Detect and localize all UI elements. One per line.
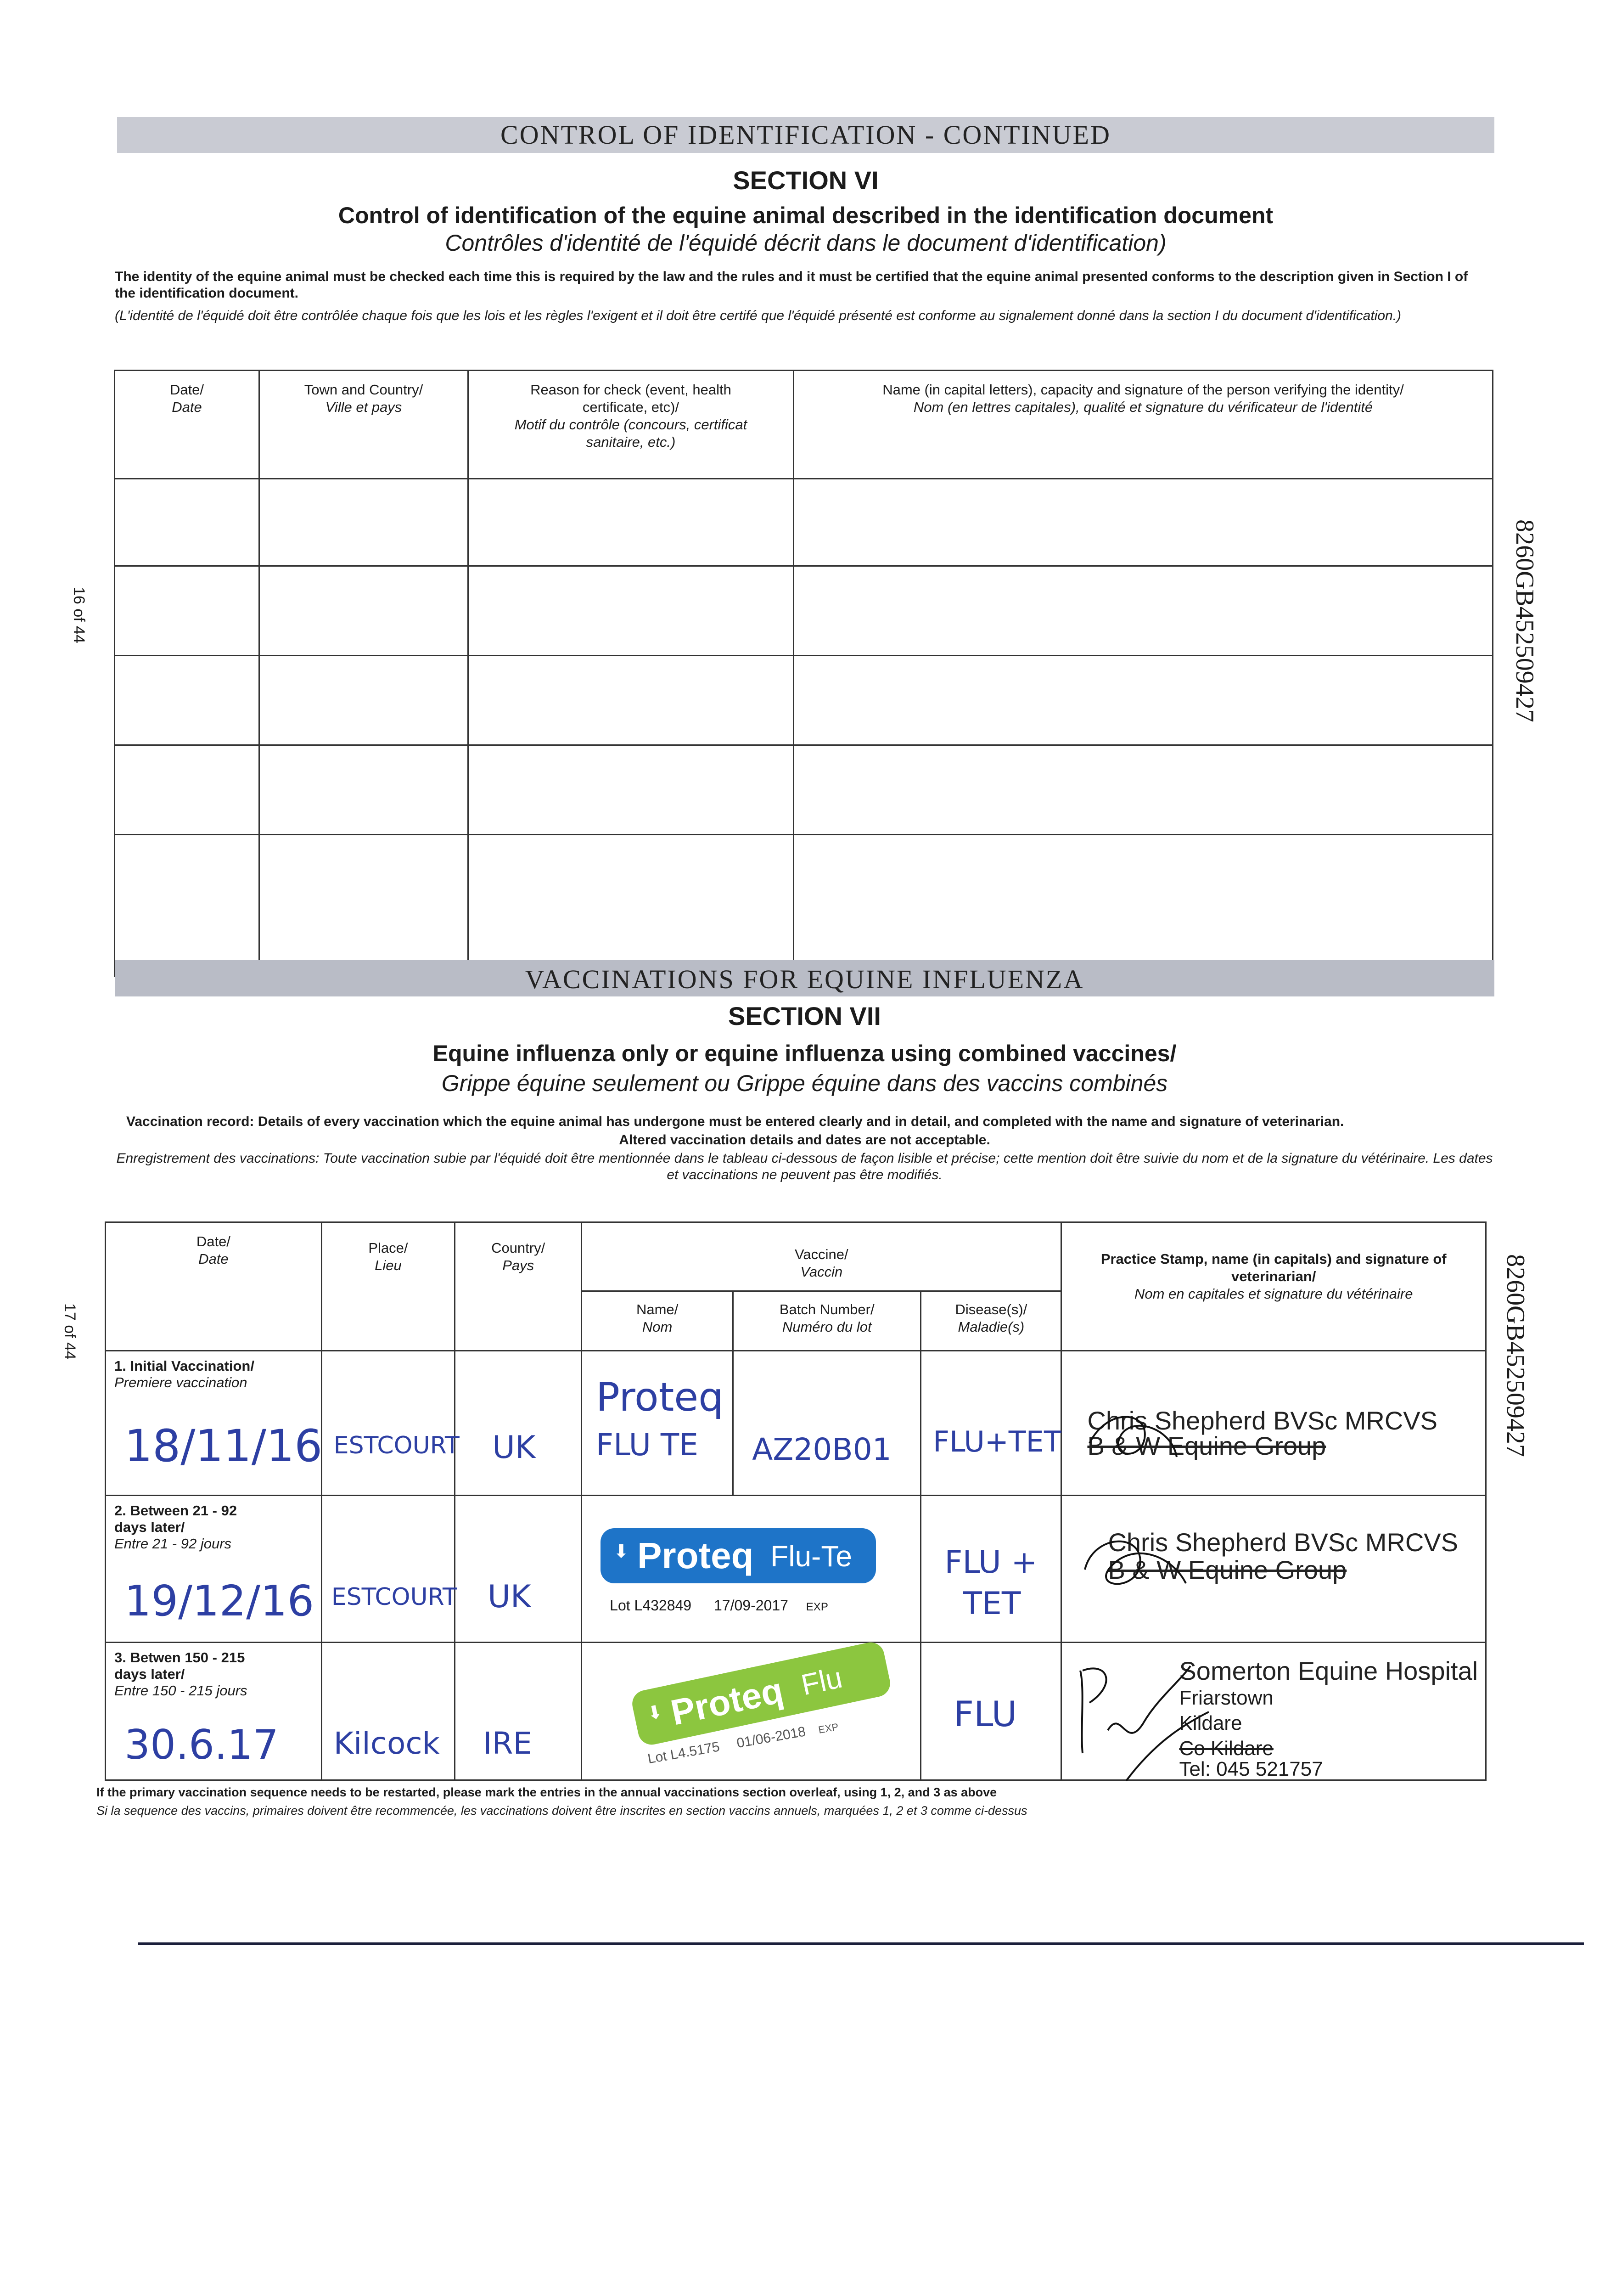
col-date-header: Date/ Date — [115, 371, 259, 479]
row2-place: ESTCOURT — [331, 1583, 457, 1611]
row1-stamp-practice: B & W Equine Group — [1087, 1431, 1326, 1460]
table-cell — [468, 656, 794, 745]
row2-sticker-product: Flu-Te — [770, 1540, 852, 1573]
section6-intro-fr: (L'identité de l'équidé doit être contrôlée chaque fois que les lois et les règles l'exigent et il doit être certifé que l'équidé présenté est conforme au signalement donné dans la section I du document d'identification.) — [115, 308, 1402, 323]
row2-place-cell — [321, 1496, 455, 1643]
vacc-place-header: Place/ Lieu — [321, 1222, 455, 1351]
row1-name-cell — [582, 1351, 733, 1496]
row2-stamp-cell — [1061, 1496, 1486, 1643]
row2-disease-line1: FLU + — [944, 1544, 1038, 1581]
row3-sticker-product: Flu — [798, 1660, 845, 1702]
table-cell — [794, 745, 1493, 835]
table-cell — [794, 835, 1493, 977]
table-cell — [115, 566, 259, 656]
row3-stamp-county: Co Kildare — [1179, 1737, 1274, 1760]
row2-disease-cell — [921, 1496, 1061, 1643]
row3-stamp-town: Friarstown — [1179, 1687, 1274, 1709]
row1-stamp-cell — [1061, 1351, 1486, 1496]
section7-record-en: Vaccination record: Details of every vaccination which the equine animal has undergone must be entered clearly and in detail, and completed with the name and signature of veterinarian. — [126, 1114, 1344, 1129]
table-cell — [259, 656, 468, 745]
table-cell — [115, 656, 259, 745]
section7-record-fr: Enregistrement des vaccinations: Toute vaccination subie par l'équidé doit être mentionnée dans le tableau ci-dessous de façon lisible et précise; cette mention doit être suivie du nom et de la signature du vétérinaire. Les dates et vaccinations ne peuvent pas être modifiés. — [116, 1151, 1493, 1182]
row3-stamp-cell — [1061, 1643, 1486, 1780]
row1-stamp-name: Chris Shepherd BVSc MRCVS — [1087, 1406, 1437, 1435]
row3-sticker-cell — [582, 1643, 921, 1780]
vaccination-banner-title: VACCINATIONS FOR EQUINE INFLUENZA — [525, 964, 1084, 994]
row1-signature — [1080, 1402, 1190, 1475]
row1-place: ESTCOURT — [333, 1432, 460, 1459]
row2-sticker-arrow-icon: ⬇ — [613, 1542, 629, 1562]
row3-sticker-lot: Lot L4.5175 01/06-2018 EXP — [646, 1721, 840, 1767]
row1-batch-cell — [733, 1351, 921, 1496]
table-cell — [259, 479, 468, 566]
identity-check-table — [114, 370, 1493, 977]
side-id-top: 8260GB452509427 — [1510, 519, 1539, 722]
row3-country-cell — [455, 1643, 582, 1780]
section7-title-fr: Grippe équine seulement ou Grippe équine dans des vaccins combinés — [441, 1070, 1168, 1096]
row1-country: UK — [492, 1429, 536, 1466]
page-number-bottom: 17 of 44 — [61, 1303, 79, 1360]
row2-disease-line2: TET — [963, 1586, 1021, 1622]
table-cell — [794, 656, 1493, 745]
row3-sticker-arrow-icon: ⬇ — [645, 1701, 665, 1725]
row3-date-cell: 3. Betwen 150 - 215 days later/ Entre 150 - 215 jours 30.6.17 — [106, 1643, 322, 1780]
row1-place-cell — [321, 1351, 460, 1496]
vacc-disease-header: Disease(s)/ Maladie(s) — [921, 1291, 1061, 1351]
page-edge-line — [138, 1942, 1584, 1945]
row1-name-line2: FLU TE — [596, 1427, 698, 1463]
table-cell — [468, 745, 794, 835]
page-number-top: 16 of 44 — [70, 587, 88, 643]
row1-date: 18/11/16 — [124, 1420, 323, 1472]
table-cell — [259, 566, 468, 656]
row1-name-line1: Proteq — [596, 1374, 724, 1420]
row3-stamp-phone: Tel: 045 521757 — [1179, 1758, 1323, 1780]
row3-country: IRE — [483, 1726, 533, 1761]
section6-title-fr: Contrôles d'identité de l'équidé décrit dans le document d'identification) — [445, 230, 1167, 256]
vaccination-table — [105, 1221, 1487, 1781]
vacc-stamp-header: Practice Stamp, name (in capitals) and signature of veterinarian/ Nom en capitales et signature du vétérinaire — [1061, 1222, 1486, 1351]
row3-signature — [1071, 1652, 1227, 1790]
table-cell — [468, 479, 794, 566]
row1-disease: FLU+TET — [933, 1425, 1061, 1458]
table-cell — [468, 835, 794, 977]
col-reason-header: Reason for check (event, health certificate, etc)/ Motif du contrôle (concours, certificat sanitaire, etc.) — [468, 371, 794, 479]
vacc-vaccine-header: Vaccine/ Vaccin — [582, 1222, 1061, 1291]
row2-sticker-brand: Proteq — [637, 1535, 754, 1576]
top-banner-title: CONTROL OF IDENTIFICATION - CONTINUED — [500, 120, 1111, 150]
row3-place: Kilcock — [333, 1726, 440, 1761]
row2-sticker-lot: Lot L432849 17/09-2017 EXP — [610, 1597, 828, 1614]
row3-place-cell — [321, 1643, 455, 1780]
row2-vaccine-sticker — [601, 1528, 876, 1583]
row2-stamp-name: Chris Shepherd BVSc MRCVS — [1108, 1528, 1458, 1557]
row2-stamp-practice: B & W Equine Group — [1108, 1555, 1347, 1584]
table-cell — [115, 835, 259, 977]
row2-date: 19/12/16 — [124, 1576, 314, 1626]
section7-record-en2: Altered vaccination details and dates are not acceptable. — [619, 1132, 990, 1148]
row1-batch: AZ20B01 — [752, 1432, 892, 1467]
vaccination-row-3 — [106, 1643, 1486, 1780]
section6-title-en: Control of identification of the equine animal described in the identification document — [338, 203, 1274, 228]
side-id-bottom: 8260GB452509427 — [1501, 1254, 1530, 1457]
section6-intro-en: The identity of the equine animal must be checked each time this is required by the law and the rules and it must be certified that the equine animal presented conforms to the description given in Section I of the identification document. — [115, 269, 1468, 301]
col-verifier-header: Name (in capital letters), capacity and signature of the person verifying the identity/ Nom (en lettres capitales), qualité et signature du vérificateur de l'identité — [794, 371, 1493, 479]
row2-date-cell: 2. Between 21 - 92 days later/ Entre 21 - 92 jours 19/12/16 — [106, 1496, 322, 1643]
row1-country-cell — [455, 1351, 582, 1496]
table-cell — [468, 566, 794, 656]
row2-sticker-cell — [582, 1496, 921, 1643]
row2-signature — [1071, 1524, 1200, 1606]
vacc-name-header: Name/ Nom — [582, 1291, 733, 1351]
table-cell — [794, 479, 1493, 566]
table-cell — [259, 745, 468, 835]
row3-disease: FLU — [954, 1694, 1017, 1734]
section7-number: SECTION VII — [728, 1002, 881, 1030]
section7-title-en: Equine influenza only or equine influenza using combined vaccines/ — [432, 1041, 1177, 1066]
row3-date: 30.6.17 — [124, 1721, 279, 1768]
table-cell — [115, 479, 259, 566]
top-banner — [117, 117, 1494, 153]
vacc-date-header: Date/ Date — [106, 1222, 322, 1351]
row2-country: UK — [488, 1579, 531, 1615]
footer-note-en: If the primary vaccination sequence needs to be restarted, please mark the entries in the annual vaccinations section overleaf, using 1, 2, and 3 as above — [96, 1785, 997, 1799]
row2-country-cell — [455, 1496, 582, 1643]
row3-sticker-brand: Proteq — [667, 1670, 787, 1733]
row3-disease-cell — [921, 1643, 1061, 1780]
vacc-batch-header: Batch Number/ Numéro du lot — [733, 1291, 921, 1351]
row1-disease-cell — [921, 1351, 1061, 1496]
vaccination-row-1 — [106, 1351, 1486, 1496]
col-town-header: Town and Country/ Ville et pays — [259, 371, 468, 479]
vaccination-row-2 — [106, 1496, 1486, 1643]
row3-stamp-town2: Kildare — [1179, 1712, 1242, 1734]
footer-note-fr: Si la sequence des vaccins, primaires doivent être recommencée, les vaccinations doivent être inscrites en section vaccins annuels, marquées 1, 2 et 3 comme ci-dessus — [96, 1804, 1027, 1818]
table-cell — [259, 835, 468, 977]
table-cell — [115, 745, 259, 835]
vaccination-banner — [115, 960, 1494, 996]
row3-stamp-hospital: Somerton Equine Hospital — [1179, 1656, 1478, 1685]
row1-date-cell: 1. Initial Vaccination/ Premiere vaccination 18/11/16 — [106, 1351, 322, 1496]
section6-number: SECTION VI — [733, 166, 879, 195]
table-cell — [794, 566, 1493, 656]
vacc-country-header: Country/ Pays — [455, 1222, 582, 1351]
